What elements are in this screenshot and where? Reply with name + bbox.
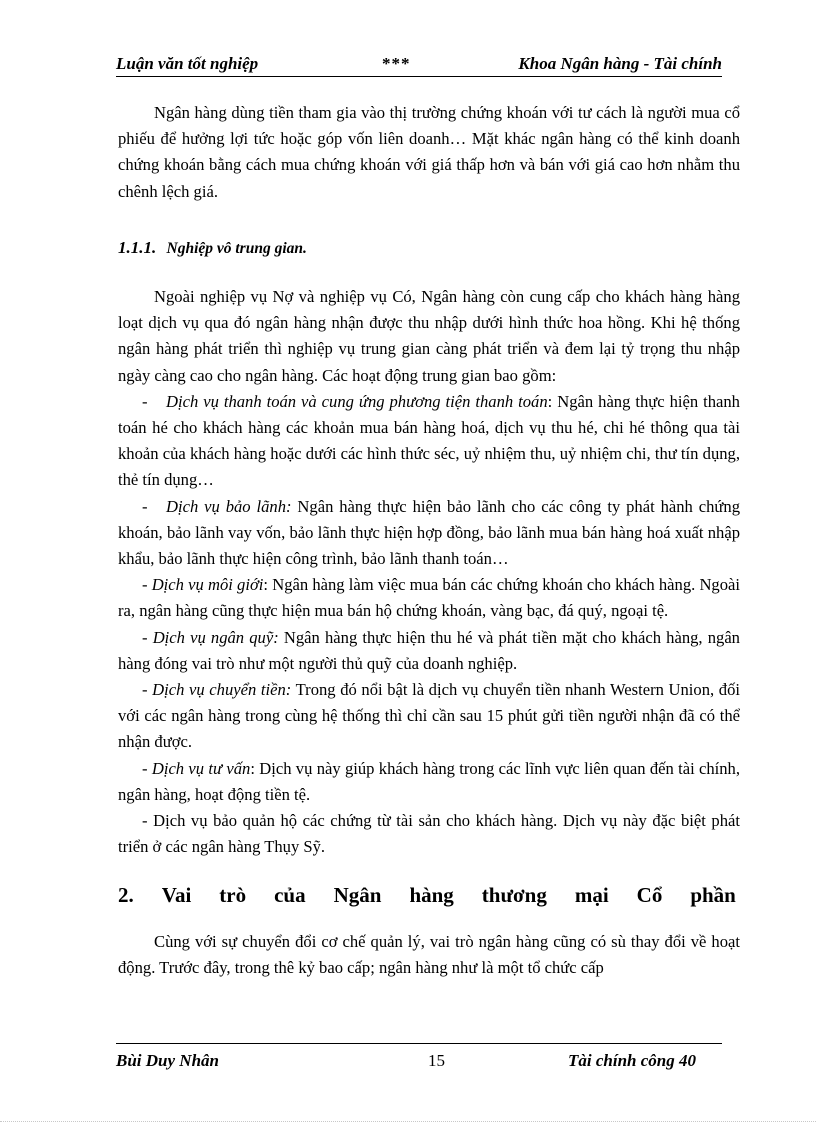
service-item-term: Dịch vụ chuyển tiền: [152, 680, 292, 700]
service-item [118, 494, 740, 573]
service-item-text: Ngân hàng thực hiện bảo lãnh cho các công ty phát hành chứng khoán, bảo lãnh vay vốn, bảo lãnh thực hiện hợp đồng, bảo lãnh mua bán hàng hoá xuất nhập khẩu, bảo lãnh thực hiện công trình, bảo lãnh thanh toán… [118, 496, 740, 569]
header-thesis-label: Luận văn tốt nghiệp [116, 54, 259, 73]
service-item-colon: : [250, 758, 255, 778]
chapter-heading-word: Ngân [333, 883, 382, 908]
service-item [118, 808, 740, 860]
service-item [118, 756, 740, 808]
chapter-heading-word: của [274, 883, 306, 908]
service-item-bullet: - [142, 627, 153, 647]
service-list [118, 389, 740, 861]
chapter-heading-word: trò [219, 883, 247, 908]
service-item-term: Dịch vụ tư vấn [151, 758, 251, 778]
section-number: 1.1.1. [118, 237, 157, 257]
service-item [118, 677, 740, 756]
service-item-text: Dịch vụ này giúp khách hàng trong các lĩnh vực liên quan đến tài chính, ngân hàng, hoạt động tiền tệ. [118, 758, 741, 804]
page-header [116, 52, 722, 77]
service-item-term: Dịch vụ bảo lãnh: [166, 496, 292, 516]
service-item-text: Trong đó nổi bật là dịch vụ chuyển tiền nhanh Western Union, đối với các ngân hàng trong cùng hệ thống thì chỉ cần sau 15 phút gửi tiền người nhận đã có thể nhận được. [118, 680, 740, 752]
service-item-bullet: - [142, 758, 152, 778]
page-number: 15 [428, 1051, 445, 1070]
section-heading [118, 235, 740, 262]
service-item [118, 389, 740, 494]
page-edge-divider [0, 1121, 816, 1122]
main-paragraph: Ngoài nghiệp vụ Nợ và nghiệp vụ Có, Ngân hàng còn cung cấp cho khách hàng hàng loạt dịch vụ qua đó ngân hàng nhận được thu nhập dưới hình thức hoa hồng. Khi hệ thống ngân hàng phát triển thì nghiệp vụ trung gian càng phát triển và đem lại tỷ trọng thu nhập ngày càng cao cho ngân hàng. Các hoạt động trung gian bao gồm: [118, 287, 740, 385]
header-separator: *** [382, 54, 411, 73]
service-item-bullet: - [142, 811, 154, 831]
service-item-term: Dịch vụ thanh toán và cung ứng phương tiện thanh toán [166, 391, 548, 411]
chapter-heading-word: phần [690, 883, 736, 908]
service-item-text: Dịch vụ bảo quản hộ các chứng từ tài sản cho khách hàng. Dịch vụ này đặc biệt phát triển ở các ngân hàng Thụy Sỹ. [118, 811, 740, 857]
chapter-heading-word: thương [481, 883, 547, 908]
service-item-text: Ngân hàng làm việc mua bán các chứng khoán cho khách hàng. Ngoài ra, ngân hàng cũng thực hiện mua bán hộ chứng khoán, vàng bạc, đá quý, ngoại tệ. [118, 575, 740, 621]
page-footer [116, 1043, 722, 1074]
chapter-heading-word: mại [574, 883, 609, 908]
chapter-heading [118, 882, 740, 908]
intro-paragraph: Ngân hàng dùng tiền tham gia vào thị trường chứng khoán với tư cách là người mua cổ phiếu để hưởng lợi tức hoặc góp vốn liên doanh… Mặt khác ngân hàng có thể kinh doanh chứng khoán bằng cách mua chứng khoán với giá thấp hơn và bán với giá cao hơn nhằm thu chênh lệch giá. [118, 103, 740, 201]
chapter-heading-word: hàng [409, 883, 454, 908]
service-item-bullet: - [142, 496, 148, 516]
chapter-heading-word: Cổ [636, 883, 663, 908]
service-item-colon: : [547, 391, 553, 411]
service-item-text: Ngân hàng thực hiện thanh toán hé cho khách hàng các khoản mua bán hàng hoá, dịch vụ thu hé, chi hé thông qua tài khoản của khách hàng hoặc dưới các hình thức séc, uỷ nhiệm thu, uỷ nhiệm chi, thư tín dụng, thẻ tín dụng… [118, 391, 740, 490]
service-item-bullet: - [142, 680, 153, 700]
page-body [118, 100, 740, 981]
footer-author: Bùi Duy Nhân [116, 1051, 219, 1070]
chapter-heading-word: 2. [118, 883, 134, 908]
closing-paragraph: Cùng với sự chuyển đổi cơ chế quản lý, vai trò ngân hàng cũng có sù thay đổi về hoạt động. Trước đây, trong thê kỷ bao cấp; ngân hàng như là một tổ chức cấp [118, 931, 740, 977]
service-item-bullet: - [142, 391, 148, 411]
header-faculty-label: Khoa Ngân hàng - Tài chính [518, 54, 722, 73]
service-item-term: Dịch vụ ngân quỹ: [152, 627, 279, 647]
chapter-heading-word: Vai [161, 883, 192, 908]
footer-class: Tài chính công 40 [568, 1051, 696, 1070]
service-item [118, 625, 740, 677]
service-item-text: Ngân hàng thực hiện thu hé và phát tiền mặt cho khách hàng, ngân hàng đóng vai trò như một người thủ quỹ của doanh nghiệp. [118, 627, 740, 673]
service-item-term: Dịch vụ môi giới [151, 575, 264, 595]
service-item [118, 572, 740, 624]
service-item-colon: : [263, 575, 269, 595]
section-title: Nghiệp vô trung gian. [166, 239, 307, 257]
service-item-bullet: - [142, 575, 152, 595]
